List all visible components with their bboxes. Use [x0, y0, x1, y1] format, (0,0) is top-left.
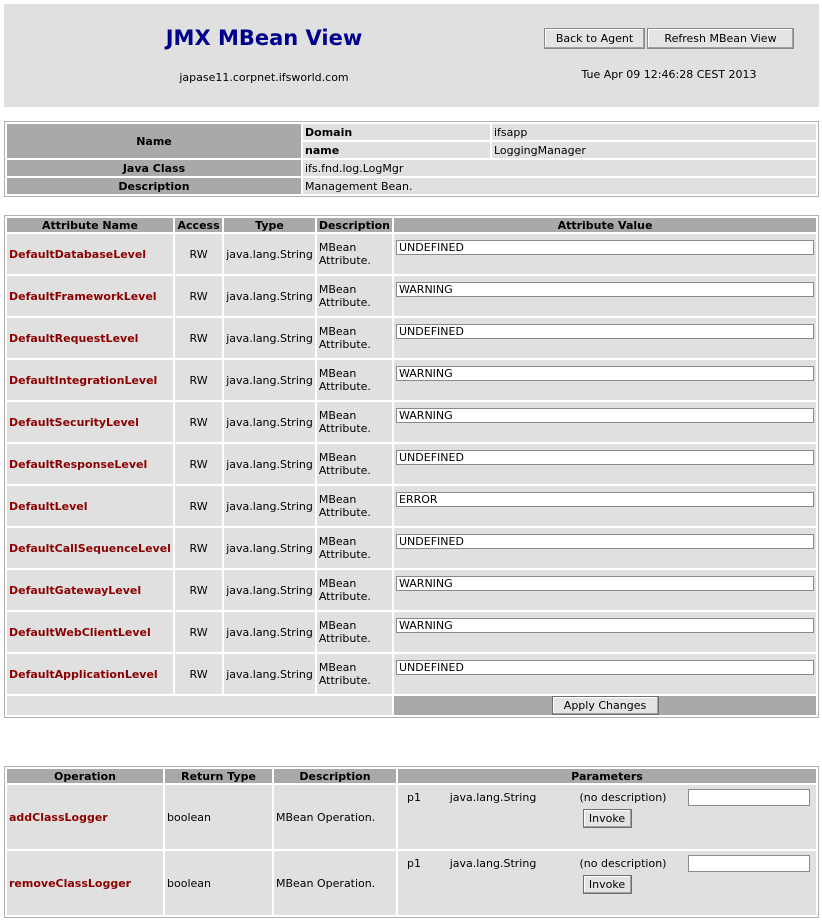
attribute-type: java.lang.String: [224, 654, 315, 694]
attribute-value-input[interactable]: [396, 408, 814, 423]
name-key: name: [303, 142, 490, 158]
operation-name: addClassLogger: [7, 785, 163, 849]
invoke-wrapper: [400, 809, 814, 828]
parameter-table: [400, 787, 814, 808]
attribute-description-line1: MBean: [318, 409, 357, 422]
attribute-type: java.lang.String: [224, 402, 315, 442]
operations-table: [4, 766, 819, 918]
attribute-name: DefaultIntegrationLevel: [7, 360, 173, 400]
attribute-description-line2: Attribute.: [318, 296, 371, 309]
attribute-description: [317, 570, 392, 610]
attribute-type: java.lang.String: [224, 276, 315, 316]
parameter-input-cell: [688, 855, 812, 872]
attribute-row: [7, 444, 816, 484]
attribute-description-line2: Attribute.: [318, 590, 371, 603]
attribute-row: [7, 486, 816, 526]
attribute-access: RW: [175, 234, 222, 274]
attribute-name: DefaultApplicationLevel: [7, 654, 173, 694]
name-value: LoggingManager: [492, 142, 816, 158]
attribute-description-line2: Attribute.: [318, 506, 371, 519]
attribute-description: [317, 486, 392, 526]
timestamp: Tue Apr 09 12:46:28 CEST 2013: [581, 68, 757, 81]
attribute-row: [7, 402, 816, 442]
attribute-name: DefaultWebClientLevel: [7, 612, 173, 652]
attribute-description-line2: Attribute.: [318, 548, 371, 561]
attribute-description-line2: Attribute.: [318, 632, 371, 645]
attribute-access: RW: [175, 402, 222, 442]
attribute-name: DefaultLevel: [7, 486, 173, 526]
domain-value: ifsapp: [492, 124, 816, 140]
attribute-row: [7, 612, 816, 652]
attributes-table: [4, 215, 819, 718]
operation-return-type: boolean: [165, 851, 272, 915]
attribute-type: java.lang.String: [224, 528, 315, 568]
attribute-description-line1: MBean: [318, 577, 357, 590]
attribute-description-line2: Attribute.: [318, 674, 371, 687]
attribute-value-cell: [394, 654, 816, 694]
attribute-value-cell: [394, 402, 816, 442]
attribute-value-cell: [394, 444, 816, 484]
attribute-type: java.lang.String: [224, 234, 315, 274]
back-to-agent-button[interactable]: Back to Agent: [544, 28, 645, 49]
invoke-button[interactable]: Invoke: [583, 875, 632, 894]
attribute-description-line1: MBean: [318, 493, 357, 506]
attribute-name: DefaultGatewayLevel: [7, 570, 173, 610]
page-header: [4, 4, 819, 107]
attribute-name: DefaultDatabaseLevel: [7, 234, 173, 274]
attribute-description: [317, 360, 392, 400]
attribute-description-line2: Attribute.: [318, 464, 371, 477]
operation-description: MBean Operation.: [274, 851, 396, 915]
attribute-name: DefaultSecurityLevel: [7, 402, 173, 442]
parameter-table: [400, 853, 814, 874]
attribute-access: RW: [175, 654, 222, 694]
attribute-type: java.lang.String: [224, 486, 315, 526]
attribute-value-cell: [394, 486, 816, 526]
attribute-description-line1: MBean: [318, 451, 357, 464]
apply-cell: [394, 696, 816, 715]
attribute-description: [317, 276, 392, 316]
attribute-name: DefaultCallSequenceLevel: [7, 528, 173, 568]
attribute-value-input[interactable]: [396, 450, 814, 465]
parameter-type: java.lang.String: [428, 789, 558, 806]
apply-spacer: [7, 696, 392, 715]
attribute-row: [7, 360, 816, 400]
attribute-row: [7, 234, 816, 274]
attribute-description-line1: MBean: [318, 283, 357, 296]
parameter-input[interactable]: [688, 855, 810, 872]
attribute-value-cell: [394, 612, 816, 652]
apply-changes-button[interactable]: Apply Changes: [552, 696, 659, 715]
attribute-name: DefaultRequestLevel: [7, 318, 173, 358]
invoke-wrapper: [400, 875, 814, 894]
attribute-access: RW: [175, 528, 222, 568]
attribute-value-input[interactable]: [396, 282, 814, 297]
name-label: Name: [7, 124, 301, 158]
attribute-name: DefaultFrameworkLevel: [7, 276, 173, 316]
attribute-value-input[interactable]: [396, 534, 814, 549]
attribute-description: [317, 234, 392, 274]
attribute-access: RW: [175, 444, 222, 484]
operation-row: [7, 785, 816, 849]
invoke-button[interactable]: Invoke: [583, 809, 632, 828]
attribute-row: [7, 570, 816, 610]
java-class-label: Java Class: [7, 160, 301, 176]
attribute-row: [7, 276, 816, 316]
attribute-type: java.lang.String: [224, 318, 315, 358]
parameter-id: p1: [402, 855, 426, 872]
parameter-description: (no description): [560, 855, 686, 872]
operation-description: MBean Operation.: [274, 785, 396, 849]
attribute-description: [317, 612, 392, 652]
operation-return-type: boolean: [165, 785, 272, 849]
attribute-value-cell: [394, 318, 816, 358]
attribute-row: [7, 654, 816, 694]
col-attribute-name: Attribute Name: [7, 218, 173, 232]
attribute-description-line1: MBean: [318, 241, 357, 254]
attribute-description-line2: Attribute.: [318, 380, 371, 393]
attribute-description-line1: MBean: [318, 325, 357, 338]
attribute-access: RW: [175, 360, 222, 400]
attribute-type: java.lang.String: [224, 444, 315, 484]
attribute-value-cell: [394, 360, 816, 400]
col-parameters: Parameters: [398, 769, 816, 783]
attribute-value-input[interactable]: [396, 366, 814, 381]
attribute-type: java.lang.String: [224, 612, 315, 652]
java-class-value: ifs.fnd.log.LogMgr: [303, 160, 816, 176]
attribute-access: RW: [175, 612, 222, 652]
refresh-mbean-view-button[interactable]: Refresh MBean View: [647, 28, 794, 49]
attribute-description-line1: MBean: [318, 619, 357, 632]
description-label: Description: [7, 178, 301, 194]
operation-row: [7, 851, 816, 915]
operation-parameters: [398, 851, 816, 915]
col-op-description: Description: [274, 769, 396, 783]
attribute-value-cell: [394, 528, 816, 568]
attribute-value-input[interactable]: [396, 576, 814, 591]
parameter-id: p1: [402, 789, 426, 806]
attribute-description-line1: MBean: [318, 367, 357, 380]
page-title: JMX MBean View: [165, 26, 363, 50]
description-value: Management Bean.: [303, 178, 816, 194]
attribute-row: [7, 318, 816, 358]
attribute-access: RW: [175, 276, 222, 316]
attribute-value-cell: [394, 570, 816, 610]
hostname: japase11.corpnet.ifsworld.com: [179, 71, 349, 84]
col-access: Access: [175, 218, 222, 232]
attribute-value-cell: [394, 234, 816, 274]
operation-name: removeClassLogger: [7, 851, 163, 915]
col-type: Type: [224, 218, 315, 232]
col-description: Description: [318, 218, 390, 232]
attribute-value-input[interactable]: [396, 240, 814, 255]
col-return-type: Return Type: [165, 769, 272, 783]
operation-parameters: [398, 785, 816, 849]
col-attribute-value: Attribute Value: [394, 218, 816, 232]
attribute-value-input[interactable]: [396, 492, 814, 507]
attribute-access: RW: [175, 318, 222, 358]
attribute-description: [317, 444, 392, 484]
attribute-row: [7, 528, 816, 568]
attribute-description-line1: MBean: [318, 535, 357, 548]
attribute-description-line1: MBean: [318, 661, 357, 674]
parameter-input-cell: [688, 789, 812, 806]
attribute-access: RW: [175, 570, 222, 610]
attribute-description-line2: Attribute.: [318, 338, 371, 351]
attribute-description-line2: Attribute.: [318, 422, 371, 435]
attribute-name: DefaultResponseLevel: [7, 444, 173, 484]
attribute-type: java.lang.String: [224, 570, 315, 610]
attribute-description: [317, 654, 392, 694]
col-operation: Operation: [7, 769, 163, 783]
mbean-info-table: [4, 121, 819, 197]
domain-key: Domain: [303, 124, 490, 140]
attribute-value-cell: [394, 276, 816, 316]
attribute-access: RW: [175, 486, 222, 526]
attribute-value-input[interactable]: [396, 618, 814, 633]
attribute-description-line2: Attribute.: [318, 254, 371, 267]
attribute-description: [317, 528, 392, 568]
attribute-description: [317, 402, 392, 442]
attribute-value-input[interactable]: [396, 660, 814, 675]
attribute-type: java.lang.String: [224, 360, 315, 400]
parameter-input[interactable]: [688, 789, 810, 806]
attribute-description: [317, 318, 392, 358]
attribute-value-input[interactable]: [396, 324, 814, 339]
parameter-type: java.lang.String: [428, 855, 558, 872]
parameter-description: (no description): [560, 789, 686, 806]
